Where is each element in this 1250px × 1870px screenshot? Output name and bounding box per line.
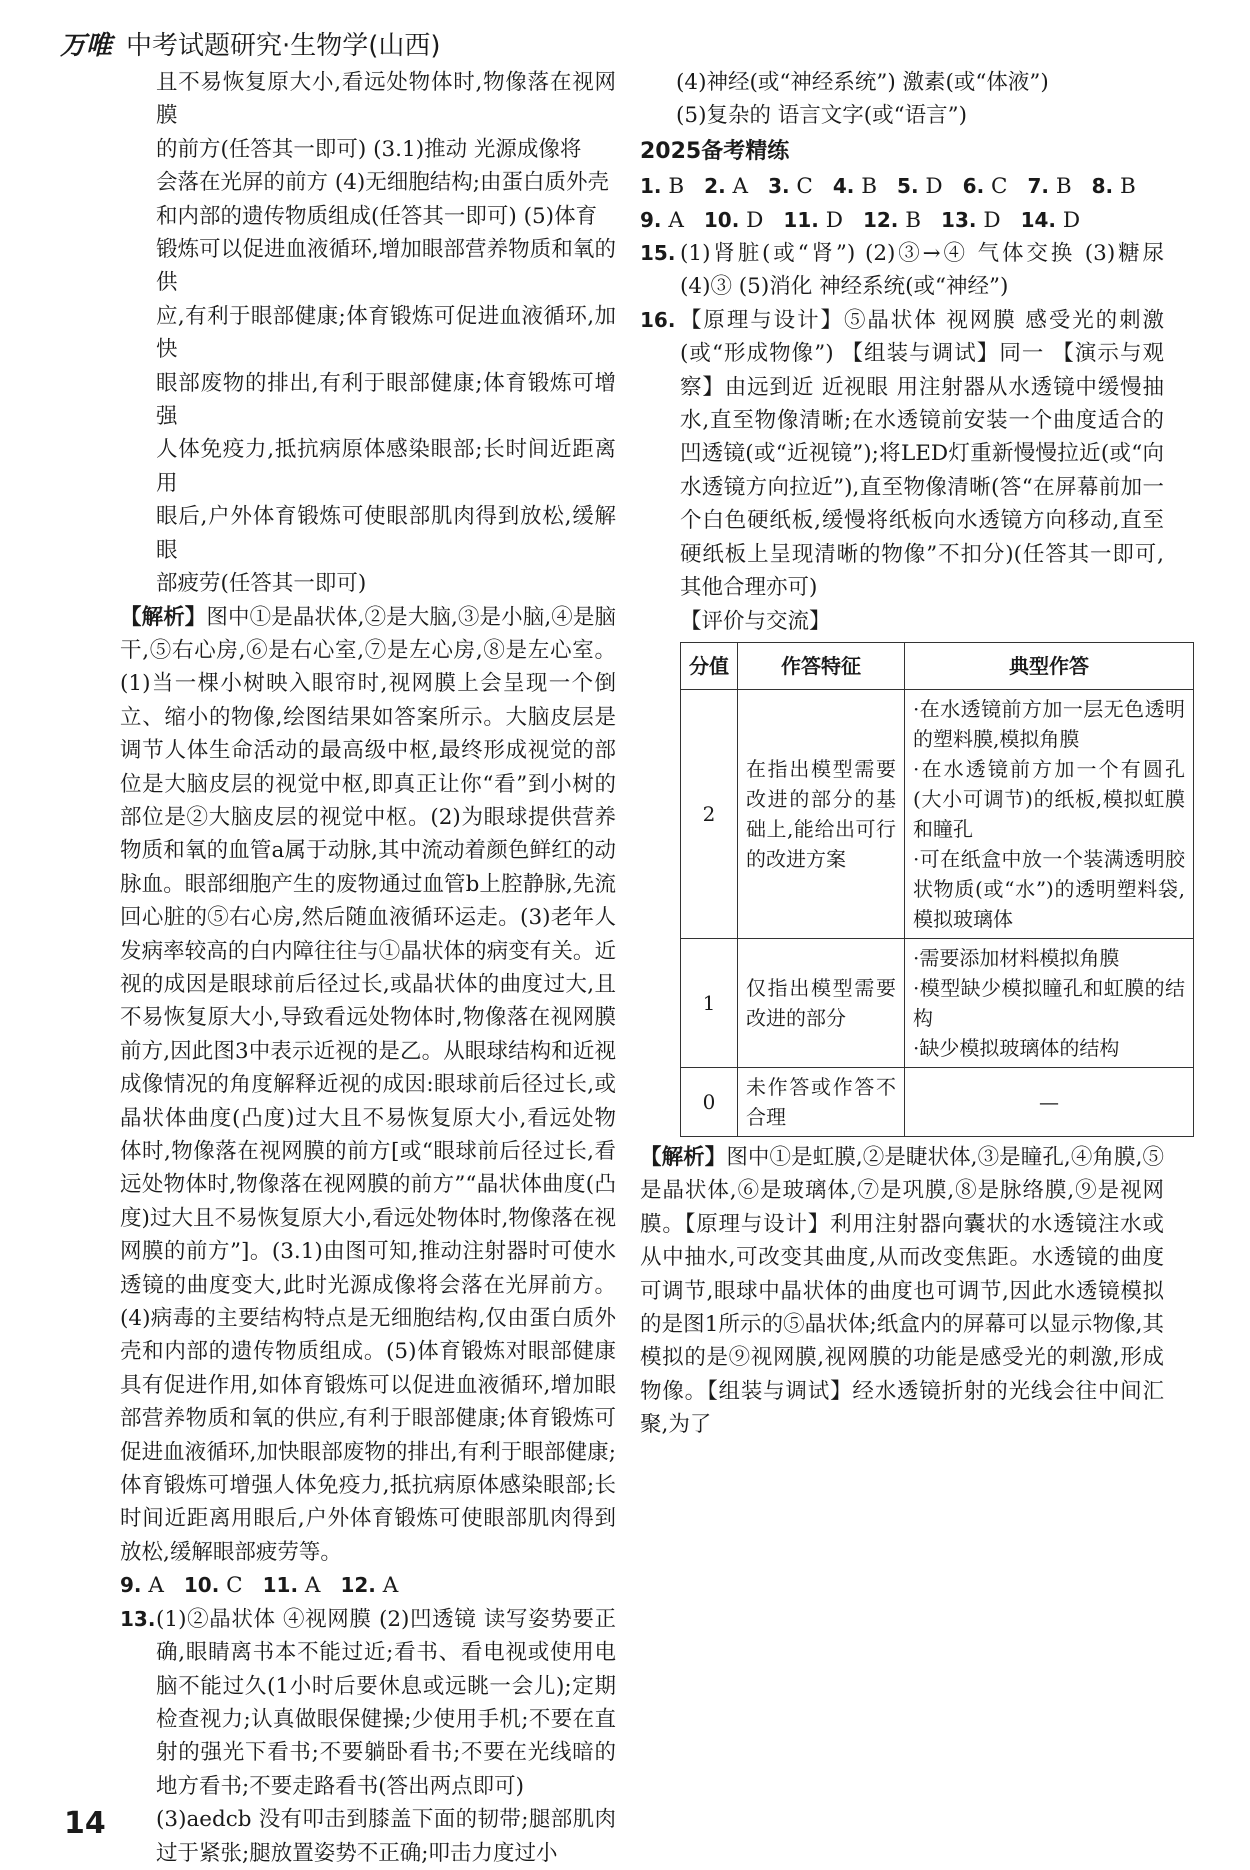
answer-item: 10. D — [703, 207, 764, 233]
answer-item: 9. A — [640, 207, 684, 233]
text-line: (4)神经(或“神经系统”) 激素(或“体液”) — [676, 70, 1049, 95]
answer-item: 12. B — [862, 207, 922, 233]
answers-9-12 — [120, 1569, 616, 1602]
analysis-tag: 【解析】 — [120, 604, 207, 630]
score-cell: 2 — [681, 689, 738, 938]
brand-logo: 万唯 — [60, 30, 113, 61]
table-row — [681, 938, 1194, 1067]
question-number: 16. — [640, 307, 676, 332]
example-item: ·在水透镜前方加一个有圆孔(大小可调节)的纸板,模拟虹膜和瞳孔 — [913, 756, 1185, 841]
question-16-text: 【原理与设计】⑤晶状体 视网膜 感受光的刺激(或“形成物像”) 【组装与调试】同一 【演示与观察】由远到近 近视眼 用注射器从水透镜中缓慢抽水,直至物像清晰;在水透镜前安装一个曲度适合的凹透镜(或“近视镜”);将LED灯重新慢慢拉近(或“向水透镜方向拉近”),直至物像清晰(答“在屏幕前加一个白色硬纸板,缓慢将纸板向水透镜方向移动,直至硬纸板上呈现清晰的物像”不扣分)(任答其一即可,其他合理亦可) — [680, 307, 1164, 601]
examples-cell — [905, 689, 1194, 938]
text-line: 眼后,户外体育锻炼可使眼部肌肉得到放松,缓解眼 — [156, 504, 616, 563]
evaluation-table — [680, 642, 1194, 1137]
example-item: ·可在纸盒中放一个装满透明胶状物质(或“水”)的透明塑料袋,模拟玻璃体 — [913, 846, 1185, 931]
feature-cell: 未作答或作答不合理 — [738, 1067, 905, 1136]
text-line: 的前方(任答其一即可) (3.1)推动 光源成像将 — [156, 136, 582, 162]
answer-item: 4. B — [832, 174, 878, 200]
answer-item: 13. D — [941, 207, 1001, 233]
feature-cell: 在指出模型需要改进的部分的基础上,能给出可行的改进方案 — [738, 689, 905, 938]
question-13-part3: (3)aedcb 没有叩击到膝盖下面的韧带;腿部肌肉过于紧张;腿放置姿势不正确;叩击力度过小 — [156, 1807, 616, 1866]
text-line: 人体免疫力,抵抗病原体感染眼部;长时间近距离用 — [156, 437, 616, 496]
answer-item: 9. A — [120, 1573, 164, 1599]
question-number: 13. — [120, 1606, 156, 1631]
text-line: 眼部废物的排出,有利于眼部健康;体育锻炼可增强 — [156, 370, 616, 430]
analysis-paragraph — [120, 601, 616, 1570]
example-item: ·在水透镜前方加一层无色透明的塑料膜,模拟角膜 — [913, 696, 1185, 751]
text-line: 锻炼可以促进血液循环,增加眼部营养物质和氧的供 — [156, 237, 616, 296]
left-column — [120, 66, 616, 1870]
analysis-paragraph — [640, 1141, 1164, 1442]
analysis-tag: 【解析】 — [640, 1144, 727, 1170]
question-13 — [120, 1603, 616, 1870]
analysis-text: 图中①是虹膜,②是睫状体,③是瞳孔,④角膜,⑤是晶状体,⑥是玻璃体,⑦是巩膜,⑧是脉络膜,⑨是视网膜。【原理与设计】利用注射器向囊状的水透镜注水或从中抽水,可改变其曲度,从而改变焦距。水透镜的曲度可调节,眼球中晶状体的曲度也可调节,因此水透镜模拟的是图1所示的⑤晶状体;纸盒内的屏幕可以显示物像,其模拟的是⑨视网膜,视网膜的功能是感受光的刺激,形成物像。【组装与调试】经水透镜折射的光线会往中间汇聚,为了 — [640, 1144, 1164, 1438]
book-title: 中考试题研究·生物学(山西) — [126, 30, 441, 61]
page-number: 14 — [64, 1806, 106, 1841]
answer-item: 11. A — [262, 1573, 321, 1599]
table-header: 分值 — [681, 642, 738, 689]
page-header — [60, 18, 1210, 68]
example-item: ·需要添加材料模拟角膜 — [913, 945, 1120, 970]
answers-9-14 — [640, 204, 1164, 237]
answer-item: 2. A — [704, 174, 749, 200]
left-intro — [120, 66, 616, 601]
answer-item: 14. D — [1020, 207, 1081, 233]
question-number: 15. — [640, 241, 676, 266]
table-header-row — [681, 642, 1194, 689]
feature-cell: 仅指出模型需要改进的部分 — [738, 938, 905, 1067]
answers-1-8 — [640, 170, 1164, 203]
analysis-text: 图中①是晶状体,②是大脑,③是小脑,④是脑干,⑤右心房,⑥是右心室,⑦是左心房,⑧是左心室。(1)当一棵小树映入眼帘时,视网膜上会呈现一个倒立、缩小的物像,绘图结果如答案所示。大脑皮层是调节人体生命活动的最高级中枢,最终形成视觉的部位是大脑皮层的视觉中枢,即真正让你“看”到小树的部位是②大脑皮层的视觉中枢。(2)为眼球提供营养物质和氧的血管a属于动脉,其中流动着颜色鲜红的动脉血。眼部细胞产生的废物通过血管b上腔静脉,先流回心脏的⑤右心房,然后随血液循环运走。(3)老年人发病率较高的白内障往往与①晶状体的病变有关。近视的成因是眼球前后径过长,或晶状体的曲度过大,且不易恢复原大小,导致看远处物体时,物像落在视网膜前方,因此图3中表示近视的是乙。从眼球结构和近视成像情况的角度解释近视的成因:眼球前后径过长,或晶状体曲度(凸度)过大且不易恢复原大小,看远处物体时,物像落在视网膜的前方[或“眼球前后径过长,看远处物体时,物像落在视网膜的前方”“晶状体曲度(凸度)过大且不易恢复原大小,看远处物体时,物像落在视网膜的前方”]。(3.1)由图可知,推动注射器时可使水透镜的曲度变大,此时光源成像将会落在光屏前方。(4)病毒的主要结构特点是无细胞结构,仅由蛋白质外壳和内部的遗传物质组成。(5)体育锻炼对眼部健康具有促进作用,如体育锻炼可以促进血液循环,增加眼部营养物质和氧的供应,有利于眼部健康;体育锻炼可促进血液循环,加快眼部废物的排出,有利于眼部健康;体育锻炼可增强人体免疫力,抵抗病原体感染眼部;长时间近距离用眼后,户外体育锻炼可使眼部肌肉得到放松,缓解眼部疲劳等。 — [120, 604, 616, 1565]
text-line: (5)复杂的 语言文字(或“语言”) — [676, 103, 968, 129]
question-13-text: (1)②晶状体 ④视网膜 (2)凹透镜 读写姿势要正确,眼睛离书本不能过近;看书、看电视或使用电脑不能过久(1小时后要休息或远眺一会儿);定期检查视力;认真做眼保健操;少使用手机;不要在直射的强光下看书;不要躺卧看书;不要在光线暗的地方看书;不要走路看书(答出两点即可) — [156, 1606, 616, 1799]
score-cell: 1 — [681, 938, 738, 1067]
text-line: 且不易恢复原大小,看远处物体时,物像落在视网膜 — [156, 70, 616, 129]
answer-item: 3. C — [768, 174, 813, 200]
table-row — [681, 1067, 1194, 1136]
answer-item: 7. B — [1027, 174, 1072, 200]
eval-title: 【评价与交流】 — [680, 608, 831, 634]
answer-item: 11. D — [783, 207, 843, 233]
examples-cell — [905, 938, 1194, 1067]
text-line: 部疲劳(任答其一即可) — [156, 571, 367, 597]
table-header: 作答特征 — [738, 642, 905, 689]
question-16 — [640, 304, 1164, 605]
answer-item: 6. C — [962, 174, 1008, 200]
right-column — [640, 66, 1185, 1442]
question-15 — [640, 237, 1164, 304]
example-item: ·缺少模拟玻璃体的结构 — [913, 1035, 1120, 1060]
question-15-text: (1)肾脏(或“肾”) (2)③→④ 气体交换 (3)糖尿 (4)③ (5)消化 神经系统(或“神经”) — [680, 241, 1164, 300]
section-title: 2025备考精练 — [640, 138, 790, 164]
text-line: 会落在光屏的前方 (4)无细胞结构;由蛋白质外壳 — [156, 170, 610, 196]
table-header: 典型作答 — [905, 642, 1194, 689]
examples-cell — [905, 1067, 1194, 1136]
answer-item: 10. C — [183, 1573, 243, 1599]
text-line: 应,有利于眼部健康;体育锻炼可促进血液循环,加快 — [156, 303, 616, 363]
example-item: — — [1039, 1089, 1059, 1114]
score-cell: 0 — [681, 1067, 738, 1136]
answer-item: 8. B — [1091, 174, 1136, 200]
example-item: ·模型缺少模拟瞳孔和虹膜的结构 — [913, 975, 1185, 1030]
answer-item: 5. D — [897, 174, 943, 200]
answer-item: 12. A — [340, 1573, 399, 1599]
answer-item: 1. B — [640, 174, 685, 200]
table-row — [681, 689, 1194, 938]
text-line: 和内部的遗传物质组成(任答其一即可) (5)体育 — [156, 203, 598, 229]
right-continuation — [640, 66, 1164, 133]
